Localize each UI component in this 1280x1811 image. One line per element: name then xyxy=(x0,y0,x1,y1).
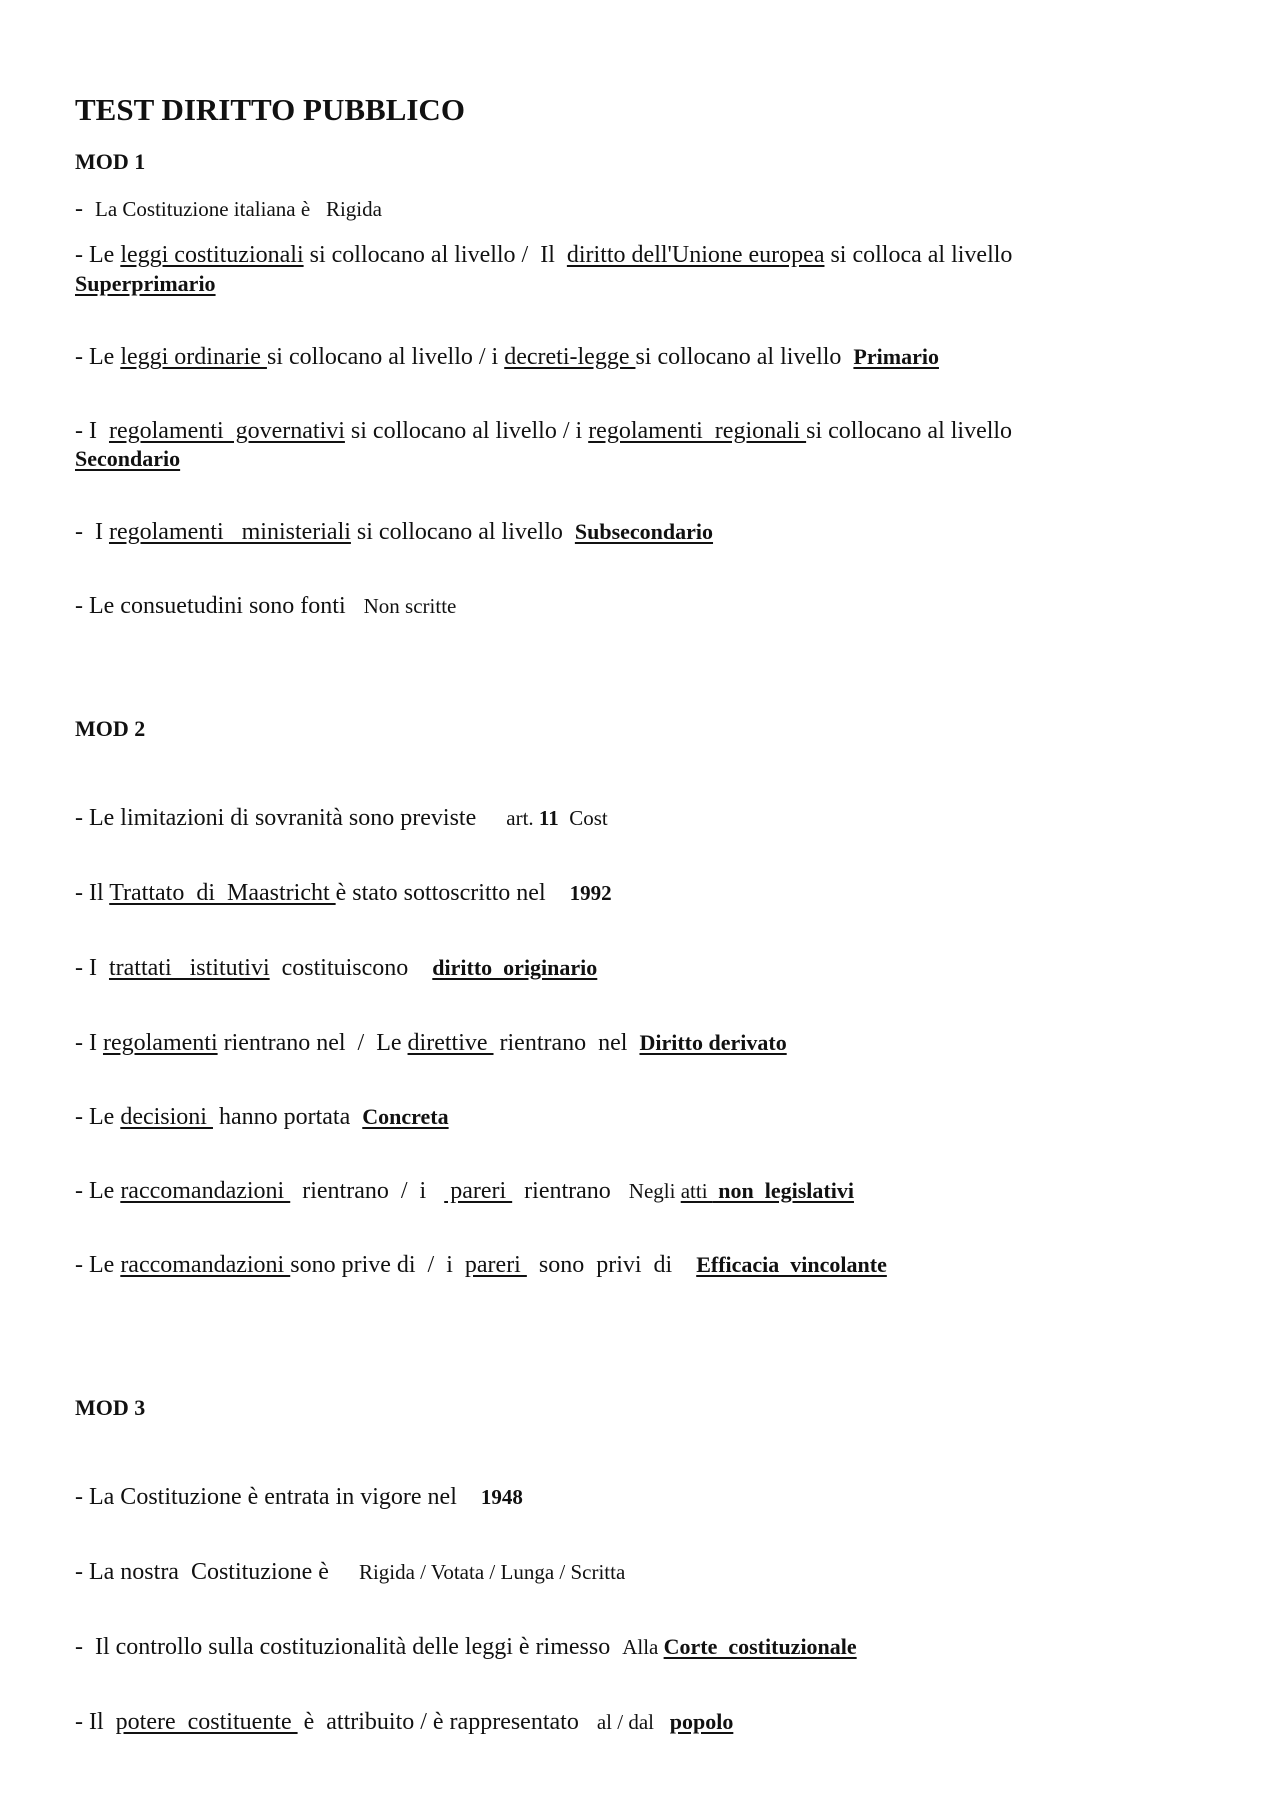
question-3-1: - La Costituzione è entrata in vigore nel 1948 xyxy=(75,1484,523,1510)
question-1-5: - I regolamenti ministeriali si collocano al livello Subsecondario xyxy=(75,519,714,545)
section-heading-mod2: MOD 2 xyxy=(75,716,146,741)
question-3-3: - Il controllo sulla costituzionalità delle leggi è rimesso Alla Corte costituzionale xyxy=(75,1634,857,1660)
question-1-2-answer: Superprimario xyxy=(75,271,216,296)
question-2-2: - Il Trattato di Maastricht è stato sottoscritto nel 1992 xyxy=(75,880,612,906)
question-2-7: - Le raccomandazioni sono prive di / i pareri sono privi di Efficacia vincolante xyxy=(75,1252,887,1278)
section-heading-mod1: MOD 1 xyxy=(75,149,146,174)
question-1-4-answer: Secondario xyxy=(75,446,181,471)
document-title: TEST DIRITTO PUBBLICO xyxy=(75,92,465,127)
question-2-3: - I trattati istitutivi costituiscono diritto originario xyxy=(75,955,598,981)
question-2-4: - I regolamenti rientrano nel / Le direttive rientrano nel Diritto derivato xyxy=(75,1030,787,1056)
question-2-5: - Le decisioni hanno portata Concreta xyxy=(75,1104,449,1130)
question-1-4: - I regolamenti governativi si collocano al livello / i regolamenti regionali si collocano al livello xyxy=(75,418,1013,444)
section-heading-mod3: MOD 3 xyxy=(75,1395,146,1420)
question-3-2: - La nostra Costituzione è Rigida / Votata / Lunga / Scritta xyxy=(75,1559,626,1585)
question-2-1: - Le limitazioni di sovranità sono previste art. 11 Cost xyxy=(75,805,608,831)
question-1-1: - La Costituzione italiana è Rigida xyxy=(75,196,382,222)
question-3-4: - Il potere costituente è attribuito / è rappresentato al / dal popolo xyxy=(75,1709,734,1735)
question-1-3: - Le leggi ordinarie si collocano al livello / i decreti-legge si collocano al livello Primario xyxy=(75,344,939,370)
question-1-6: - Le consuetudini sono fonti Non scritte xyxy=(75,593,457,619)
question-2-6: - Le raccomandazioni rientrano / i pareri rientrano Negli atti non legislativi xyxy=(75,1178,854,1204)
question-1-2: - Le leggi costituzionali si collocano al livello / Il diritto dell'Unione europea si colloca al livello xyxy=(75,242,1013,268)
